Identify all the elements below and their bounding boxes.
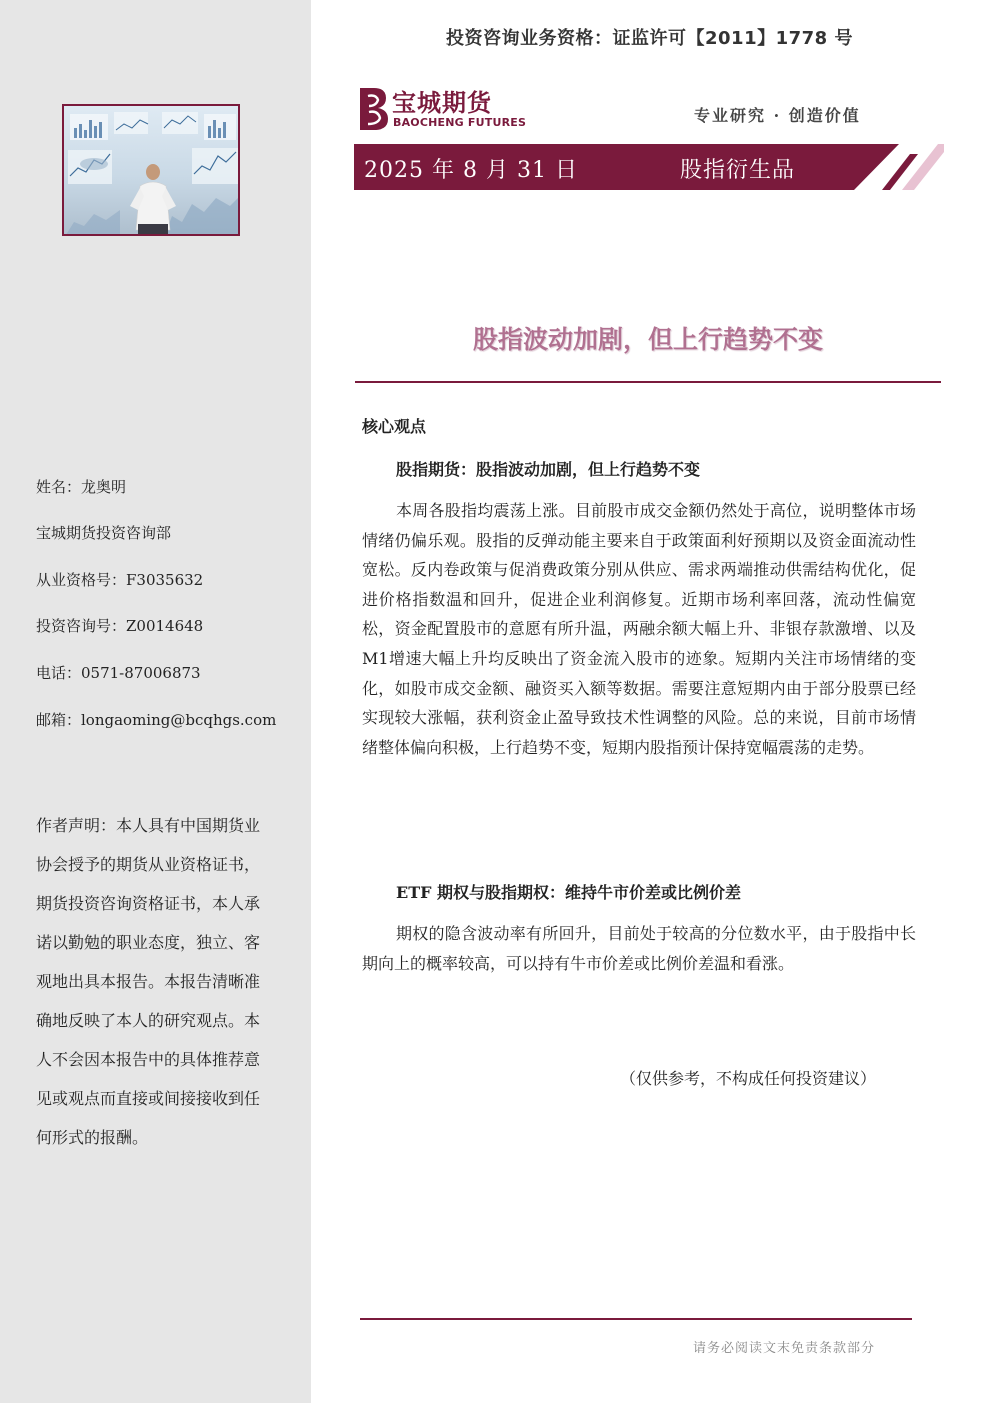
license-statement: 投资咨询业务资格：证监许可【2011】1778 号 [446,28,853,49]
core-view-label: 核心观点 [362,417,427,436]
investment-disclaimer: （仅供参考，不构成任何投资建议） [620,1069,877,1088]
report-category: 股指衍生品 [680,158,796,183]
section1-body: 本周各股指均震荡上涨。目前股市成交金额仍然处于高位，说明整体市场情绪仍偏乐观。股指的反弹动能主要来自于政策面利好预期以及资金面流动性宽松。反内卷政策与促消费政策分别从供应、需求两端推动供需结构优化，促进价格指数温和回升，促进企业利润修复。近期市场利率回落，流动性偏宽松，资金配置股市的意愿有所升温，两融余额大幅上升、非银存款激增、以及M1增速大幅上升均反映出了资金流入股市的迹象。短期内关注市场情绪的变化，如股市成交金额、融资买入额等数据。需要注意短期内由于部分股票已经实现较大涨幅，获利资金止盈导致技术性调整的风险。总的来说，目前市场情绪整体偏向积极，上行趋势不变，短期内股指预计保持宽幅震荡的走势。 [362,501,916,757]
report-date: 2025 年 8 月 31 日 [364,158,578,183]
report-title: 股指波动加剧，但上行趋势不变 [472,325,823,354]
section2-title: ETF 期权与股指期权：维持牛市价差或比例价差 [396,883,742,902]
email[interactable]: 邮箱：longaoming@bcqhgs.com [36,711,277,729]
footer-note: 请务必阅读文末免责条款部分 [693,1341,876,1356]
logo-chinese: 宝城期货 [392,89,492,117]
phone: 电话：0571-87006873 [36,664,201,682]
section2-body: 期权的隐含波动率有所回升，目前处于较高的分位数水平，由于股指中长期向上的概率较高，可以持有牛市价差或比例价差温和看涨。 [362,924,916,973]
logo-english: BAOCHENG FUTURES [393,116,527,129]
author-department: 宝城期货投资咨询部 [36,524,172,542]
author-declaration: 作者声明：本人具有中国期货业协会授予的期货从业资格证书，期货投资咨询资格证书，本人承诺以勤勉的职业态度，独立、客观地出具本报告。本报告清晰准确地反映了本人的研究观点。本人不会因本报告中的具体推荐意见或观点而直接或间接接收到任何形式的报酬。 [36,816,261,1147]
consult-number: 投资咨询号：Z0014648 [36,617,204,635]
author-name: 姓名：龙奥明 [36,478,127,496]
qualification-number: 从业资格号：F3035632 [36,571,204,589]
title-divider [355,381,941,383]
slogan: 专业研究 · 创造价值 [694,106,861,125]
footer-divider [360,1318,912,1320]
analyst-chart-illustration [64,106,240,236]
section1-title: 股指期货：股指波动加剧，但上行趋势不变 [396,460,701,479]
cover-photo [62,104,240,236]
sidebar [0,0,311,1403]
